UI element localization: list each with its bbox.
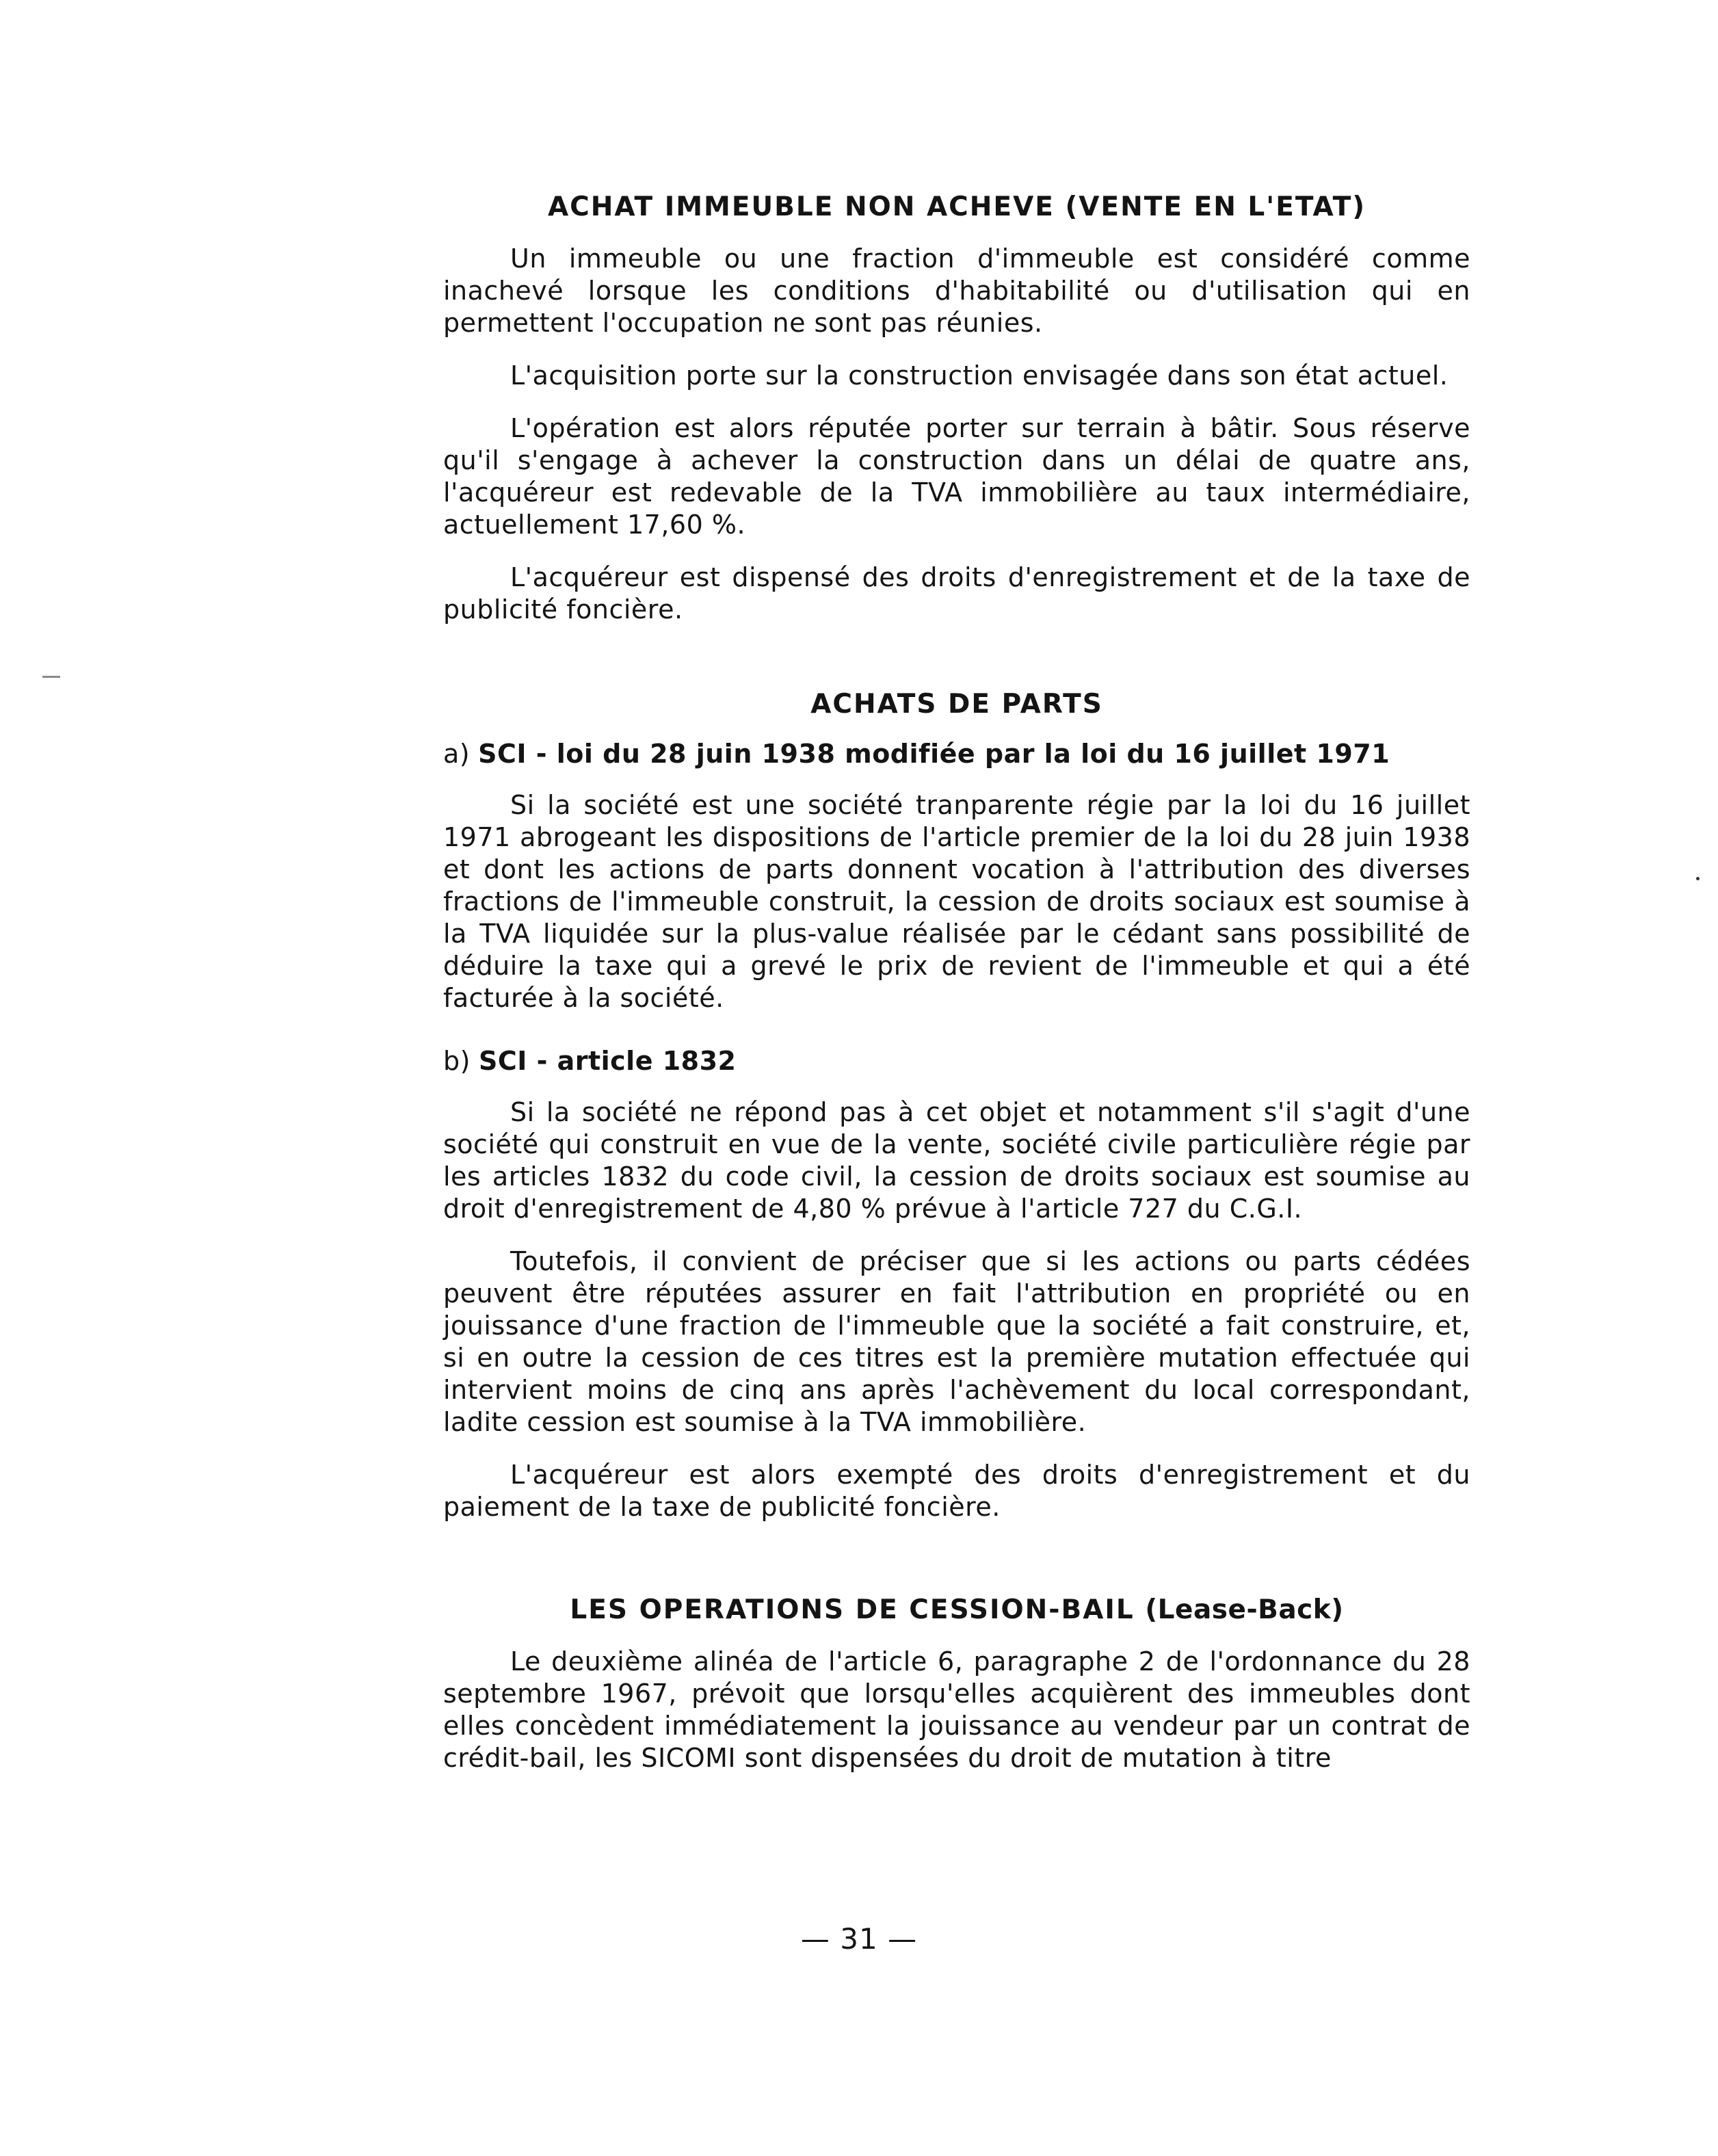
section-heading-cession-bail [443,1594,1470,1625]
subheading-letter: b) [443,1046,471,1076]
page-number: — 31 — [800,1922,918,1956]
document-page [443,192,1470,1774]
subheading-letter: a) [443,739,471,769]
paragraph: Si la société est une société tranparente régie par la loi du 16 juillet 1971 abrogeant les dispositions de l'article premier de la loi du 28 juin 1938 et dont les actions de parts donnent vocation à l'attribution des diverses fractions de l'immeuble construit, la cession de droits sociaux est soumise à la TVA liquidée sur la plus-value réalisée par le cédant sans possibilité de déduire la taxe qui a grevé le prix de revient de l'immeuble et qui a été facturée à la société. [443,790,1470,1013]
section-heading-achat-immeuble: ACHAT IMMEUBLE NON ACHEVE (VENTE EN L'ETAT) [547,192,1366,222]
paragraph: Le deuxième alinéa de l'article 6, paragraphe 2 de l'ordonnance du 28 septembre 1967, prévoit que lorsqu'elles acquièrent des immeubles dont elles concèdent immédiatement la jouissance au vendeur par un contrat de crédit-bail, les SICOMI sont dispensées du droit de mutation à titre [443,1646,1470,1773]
subheading-b [443,1046,1470,1076]
heading-parenthetical: (Lease-Back) [1145,1594,1344,1625]
scan-artifact-right [1696,877,1700,880]
section-heading-achats-de-parts: ACHATS DE PARTS [810,689,1103,720]
paragraph: L'acquéreur est alors exempté des droits d'enregistrement et du paiement de la taxe de publicité foncière. [443,1460,1470,1522]
paragraph: Toutefois, il convient de préciser que si les actions ou parts cédées peuvent être réputées assurer en fait l'attribution en propriété ou en jouissance d'une fraction de l'immeuble que la société a fait construire, et, si en outre la cession de ces titres est la première mutation effectuée qui intervient moins de cinq ans après l'achèvement du local correspondant, ladite cession est soumise à la TVA immobilière. [443,1246,1470,1437]
subheading-title: SCI - article 1832 [478,1046,737,1076]
paragraph: Si la société ne répond pas à cet objet et notamment s'il s'agit d'une société qui construit en vue de la vente, société civile particulière régie par les articles 1832 du code civil, la cession de droits sociaux est soumise au droit d'enregistrement de 4,80 % prévue à l'article 727 du C.G.I. [443,1097,1470,1224]
paragraph: L'opération est alors réputée porter sur terrain à bâtir. Sous réserve qu'il s'engage à achever la construction dans un délai de quatre ans, l'acquéreur est redevable de la TVA immobilière au taux intermédiaire, actuellement 17,60 %. [443,413,1470,540]
heading-text: LES OPERATIONS DE CESSION-BAIL [570,1594,1135,1625]
scan-artifact-left [42,676,60,678]
paragraph: L'acquisition porte sur la construction envisagée dans son état actuel. [510,360,1449,391]
subheading-a [443,739,1470,769]
subheading-title: SCI - loi du 28 juin 1938 modifiée par la loi du 16 juillet 1971 [478,739,1390,769]
paragraph: Un immeuble ou une fraction d'immeuble est considéré comme inachevé lorsque les conditions d'habitabilité ou d'utilisation qui en permettent l'occupation ne sont pas réunies. [443,244,1470,338]
paragraph: L'acquéreur est dispensé des droits d'enregistrement et de la taxe de publicité foncière. [443,562,1470,625]
